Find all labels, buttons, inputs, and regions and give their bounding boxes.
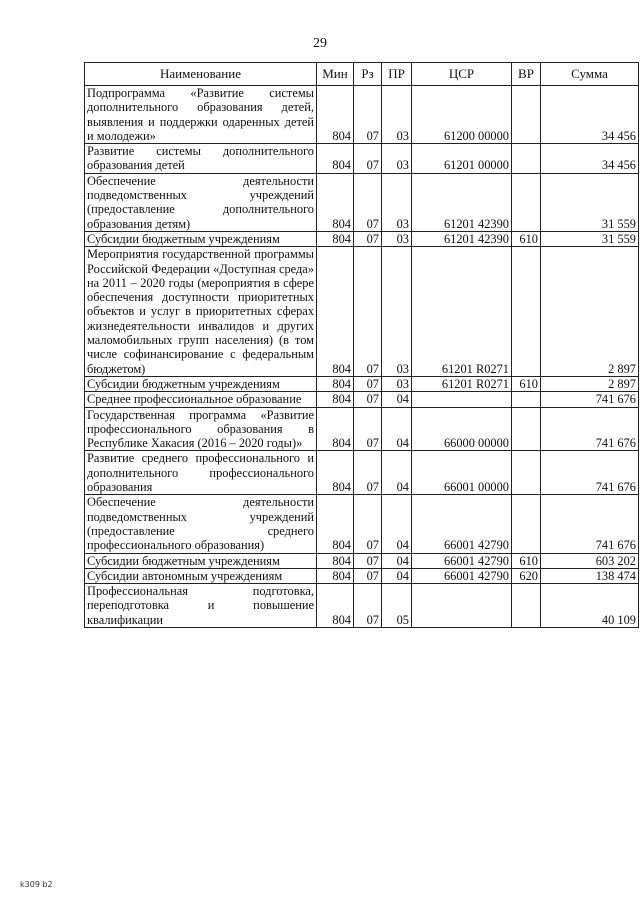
cell-min: 804 xyxy=(317,144,354,174)
table-row xyxy=(85,173,639,231)
cell-min: 804 xyxy=(317,86,354,144)
cell-sum: 40 109 xyxy=(541,584,639,628)
cell-sum: 31 559 xyxy=(541,231,639,246)
cell-rz: 07 xyxy=(354,495,382,553)
cell-min: 804 xyxy=(317,376,354,391)
cell-min: 804 xyxy=(317,407,354,451)
cell-csr: 66000 00000 xyxy=(412,407,512,451)
header-vr: ВР xyxy=(512,63,541,86)
cell-vr: 610 xyxy=(512,376,541,391)
table-row xyxy=(85,568,639,583)
table-row xyxy=(85,231,639,246)
cell-vr xyxy=(512,144,541,174)
cell-min: 804 xyxy=(317,553,354,568)
footer-code: k309 b2 xyxy=(20,880,53,889)
cell-name: Подпрограмма «Развитие системы дополнительного образования детей, выявления и поддержки одаренных детей и молодежи» xyxy=(85,86,317,144)
cell-rz: 07 xyxy=(354,392,382,407)
cell-min: 804 xyxy=(317,584,354,628)
cell-csr: 61201 R0271 xyxy=(412,376,512,391)
cell-pr: 03 xyxy=(382,86,412,144)
cell-name: Субсидии бюджетным учреждениям xyxy=(85,553,317,568)
cell-rz: 07 xyxy=(354,173,382,231)
cell-sum: 31 559 xyxy=(541,173,639,231)
table-row xyxy=(85,86,639,144)
cell-vr xyxy=(512,86,541,144)
cell-csr: 66001 00000 xyxy=(412,451,512,495)
cell-pr: 04 xyxy=(382,407,412,451)
header-min: Мин xyxy=(317,63,354,86)
cell-rz: 07 xyxy=(354,553,382,568)
header-sum: Сумма xyxy=(541,63,639,86)
cell-name: Субсидии автономным учреждениям xyxy=(85,568,317,583)
cell-sum: 34 456 xyxy=(541,144,639,174)
cell-vr xyxy=(512,247,541,377)
header-pr: ПР xyxy=(382,63,412,86)
cell-pr: 05 xyxy=(382,584,412,628)
cell-rz: 07 xyxy=(354,568,382,583)
cell-pr: 04 xyxy=(382,451,412,495)
cell-name: Мероприятия государственной программы Российской Федерации «Доступная среда» на 2011 – 2020 годы (мероприятия в сфере обеспечения доступности приоритетных объектов и услуг в приоритетных сферах жизнедеятельности инвалидов и других маломобильных групп населения) (в том числе софинансирование с федеральным бюджетом) xyxy=(85,247,317,377)
cell-min: 804 xyxy=(317,247,354,377)
cell-sum: 741 676 xyxy=(541,407,639,451)
cell-csr: 61201 00000 xyxy=(412,144,512,174)
cell-pr: 04 xyxy=(382,553,412,568)
cell-sum: 2 897 xyxy=(541,247,639,377)
header-name: Наименование xyxy=(85,63,317,86)
cell-name: Обеспечение деятельности подведомственных учреждений (предоставление среднего профессионального образования) xyxy=(85,495,317,553)
cell-csr xyxy=(412,584,512,628)
cell-rz: 07 xyxy=(354,144,382,174)
cell-rz: 07 xyxy=(354,247,382,377)
cell-sum: 34 456 xyxy=(541,86,639,144)
cell-name: Среднее профессиональное образование xyxy=(85,392,317,407)
cell-vr xyxy=(512,451,541,495)
cell-sum: 741 676 xyxy=(541,495,639,553)
cell-sum: 741 676 xyxy=(541,392,639,407)
cell-vr: 620 xyxy=(512,568,541,583)
cell-vr xyxy=(512,495,541,553)
cell-vr xyxy=(512,173,541,231)
header-rz: Рз xyxy=(354,63,382,86)
cell-csr xyxy=(412,392,512,407)
cell-name: Государственная программа «Развитие профессионального образования в Республике Хакасия (2016 – 2020 годы)» xyxy=(85,407,317,451)
cell-pr: 03 xyxy=(382,376,412,391)
cell-rz: 07 xyxy=(354,451,382,495)
cell-min: 804 xyxy=(317,392,354,407)
cell-vr xyxy=(512,584,541,628)
cell-name: Обеспечение деятельности подведомственных учреждений (предоставление дополнительного образования детям) xyxy=(85,173,317,231)
cell-min: 804 xyxy=(317,568,354,583)
cell-rz: 07 xyxy=(354,231,382,246)
cell-min: 804 xyxy=(317,495,354,553)
table-row xyxy=(85,247,639,377)
table-row xyxy=(85,451,639,495)
cell-pr: 03 xyxy=(382,144,412,174)
cell-pr: 04 xyxy=(382,392,412,407)
cell-name: Профессиональная подготовка, переподготовка и повышение квалификации xyxy=(85,584,317,628)
table-row xyxy=(85,495,639,553)
cell-name: Субсидии бюджетным учреждениям xyxy=(85,231,317,246)
budget-table xyxy=(84,62,639,628)
cell-csr: 61201 R0271 xyxy=(412,247,512,377)
table-header-row xyxy=(85,63,639,86)
cell-name: Развитие среднего профессионального и дополнительного профессионального образования xyxy=(85,451,317,495)
cell-csr: 61200 00000 xyxy=(412,86,512,144)
cell-csr: 61201 42390 xyxy=(412,173,512,231)
cell-min: 804 xyxy=(317,451,354,495)
table-row xyxy=(85,392,639,407)
cell-name: Развитие системы дополнительного образования детей xyxy=(85,144,317,174)
cell-pr: 03 xyxy=(382,247,412,377)
cell-sum: 2 897 xyxy=(541,376,639,391)
cell-rz: 07 xyxy=(354,584,382,628)
cell-pr: 03 xyxy=(382,173,412,231)
table-row xyxy=(85,584,639,628)
header-csr: ЦСР xyxy=(412,63,512,86)
cell-vr: 610 xyxy=(512,231,541,246)
table-row xyxy=(85,376,639,391)
cell-csr: 66001 42790 xyxy=(412,568,512,583)
cell-csr: 61201 42390 xyxy=(412,231,512,246)
cell-name: Субсидии бюджетным учреждениям xyxy=(85,376,317,391)
cell-vr: 610 xyxy=(512,553,541,568)
cell-vr xyxy=(512,407,541,451)
cell-csr: 66001 42790 xyxy=(412,495,512,553)
cell-pr: 04 xyxy=(382,568,412,583)
cell-sum: 741 676 xyxy=(541,451,639,495)
cell-min: 804 xyxy=(317,231,354,246)
table-row xyxy=(85,553,639,568)
cell-sum: 603 202 xyxy=(541,553,639,568)
cell-pr: 03 xyxy=(382,231,412,246)
table-row xyxy=(85,407,639,451)
table-row xyxy=(85,144,639,174)
cell-rz: 07 xyxy=(354,86,382,144)
page-number: 29 xyxy=(313,36,327,51)
cell-rz: 07 xyxy=(354,376,382,391)
cell-vr xyxy=(512,392,541,407)
cell-rz: 07 xyxy=(354,407,382,451)
cell-pr: 04 xyxy=(382,495,412,553)
cell-min: 804 xyxy=(317,173,354,231)
cell-csr: 66001 42790 xyxy=(412,553,512,568)
cell-sum: 138 474 xyxy=(541,568,639,583)
